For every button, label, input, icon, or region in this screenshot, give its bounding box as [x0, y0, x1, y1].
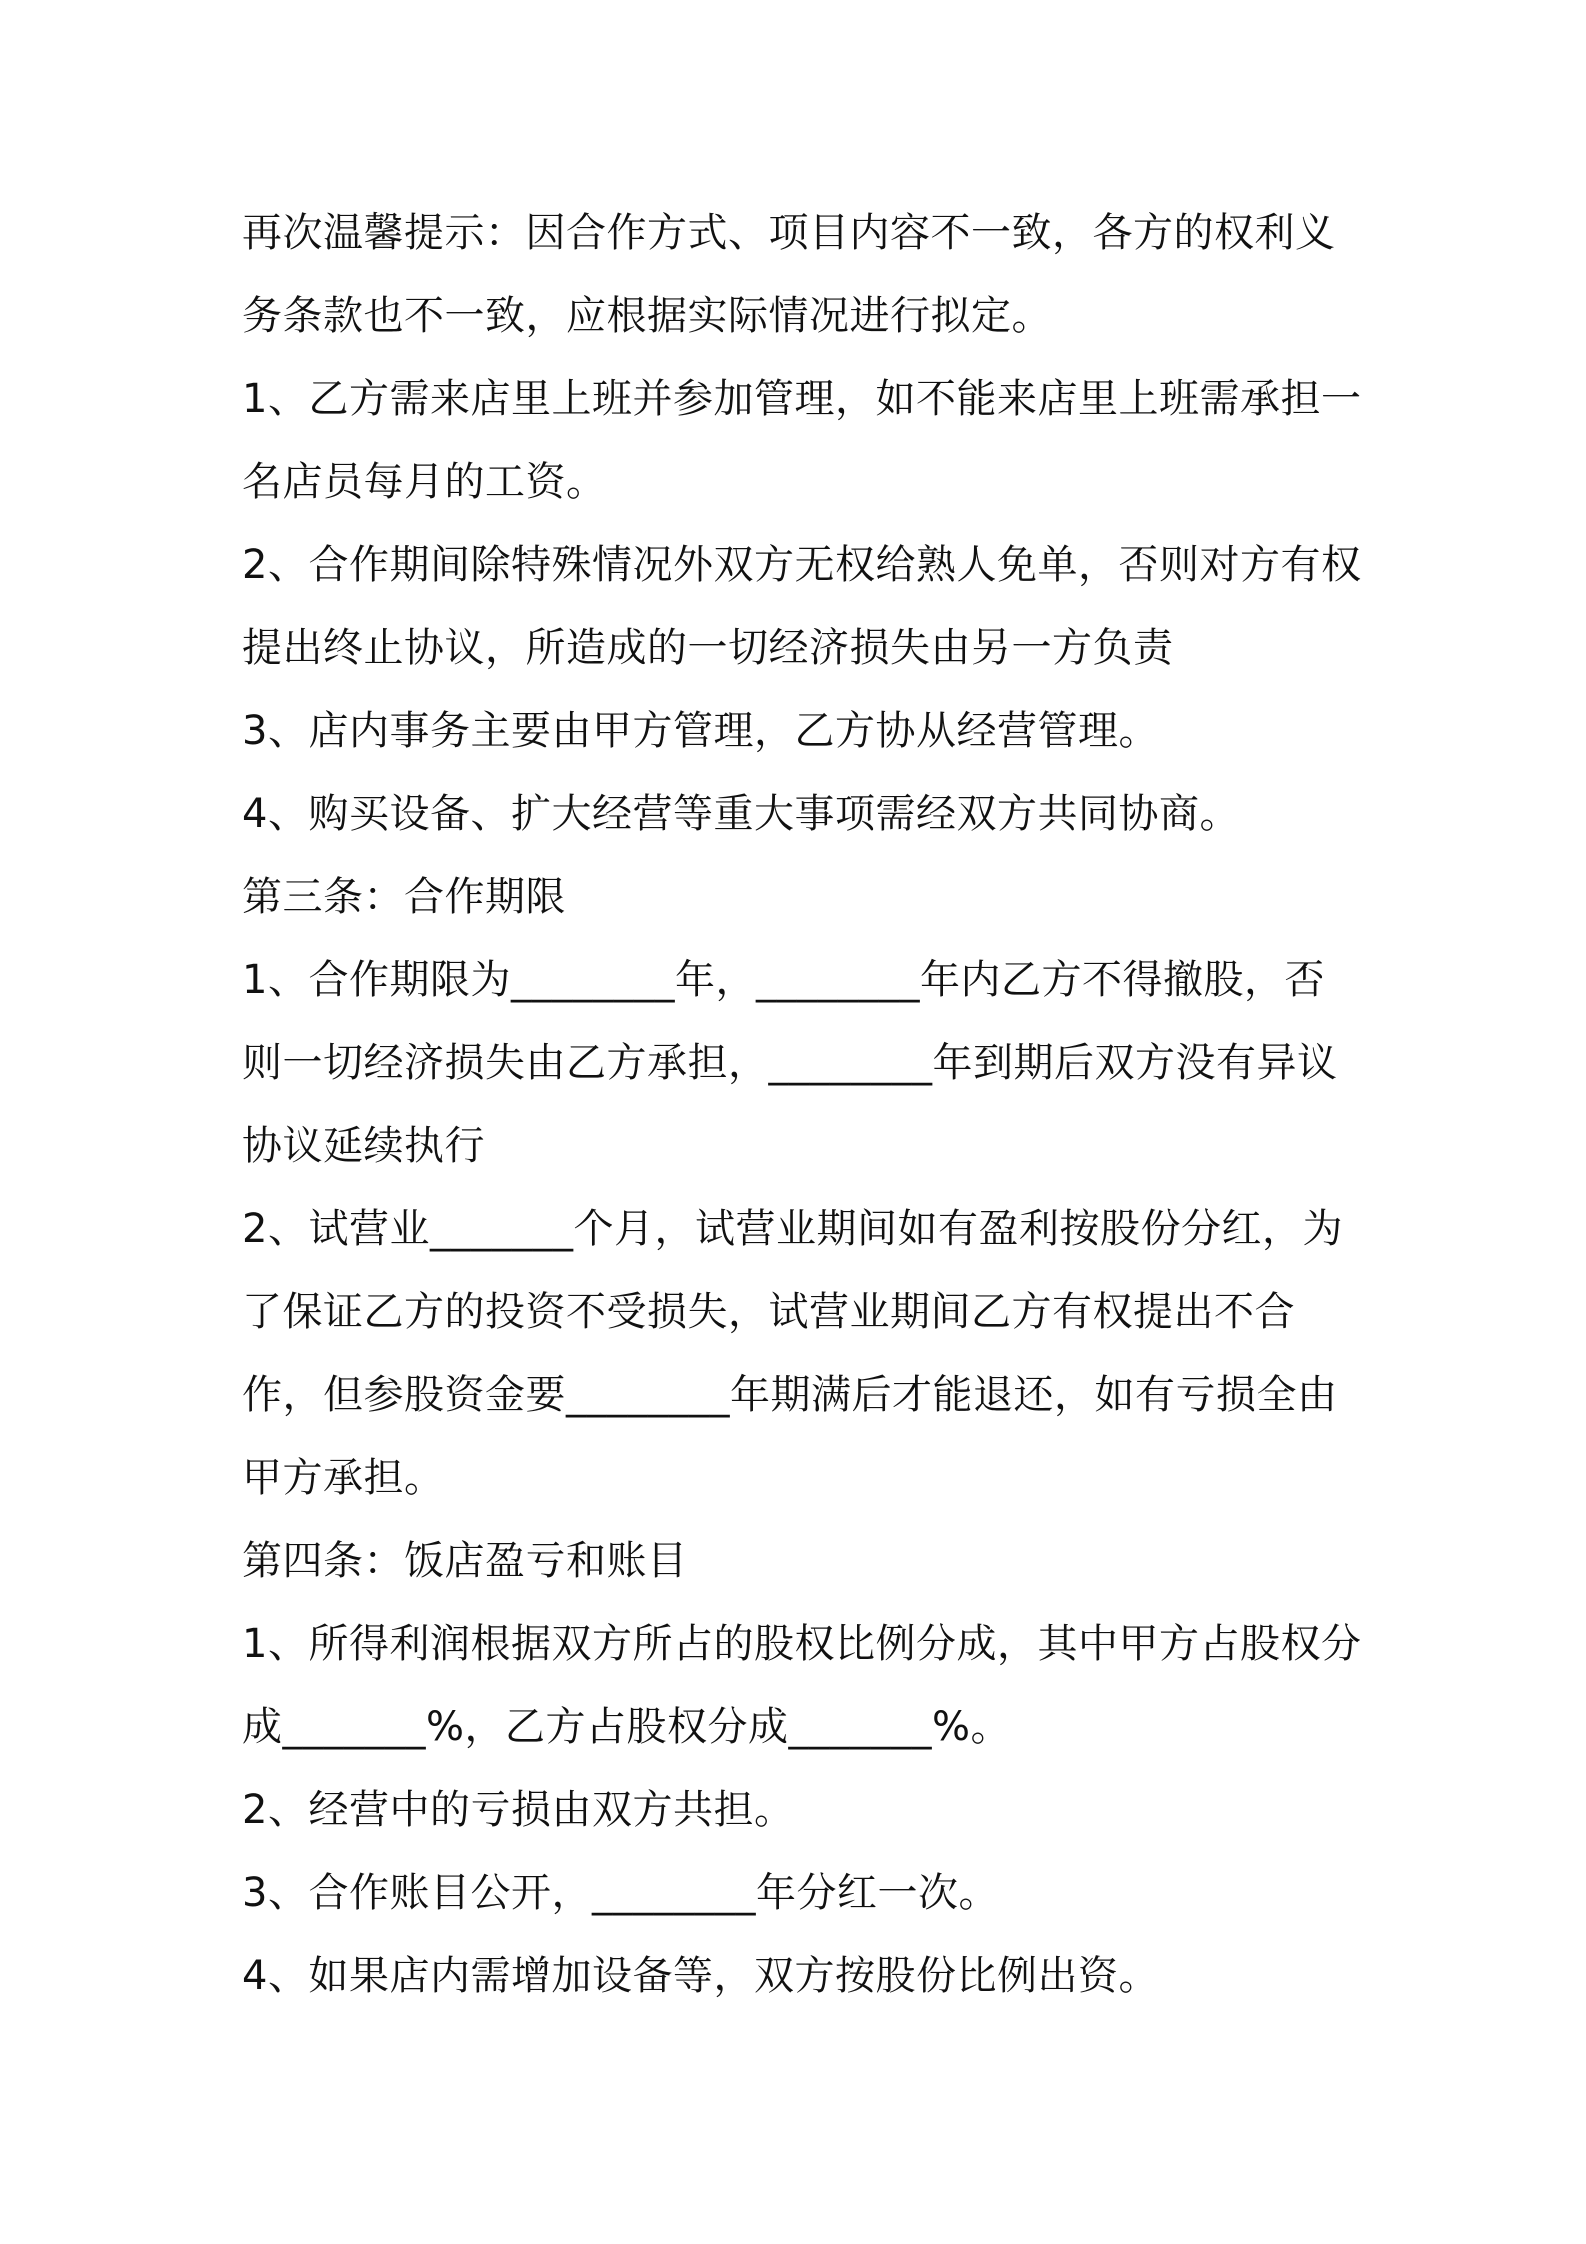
article-3-heading: 第三条：合作期限	[242, 874, 566, 920]
document-body	[242, 192, 1362, 2018]
article-4-item-3: 3、合作账目公开，________年分红一次。	[242, 1870, 999, 1916]
clause-2-item-2: 2、合作期间除特殊情况外双方无权给熟人免单，否则对方有权提出终止协议，所造成的一切经济损失由另一方负责	[242, 542, 1362, 671]
clause-2-item-4: 4、购买设备、扩大经营等重大事项需经双方共同协商。	[242, 791, 1240, 837]
reminder-paragraph: 再次温馨提示：因合作方式、项目内容不一致，各方的权利义务条款也不一致，应根据实际情况进行拟定。	[242, 210, 1336, 339]
clause-2-item-3: 3、店内事务主要由甲方管理，乙方协从经营管理。	[242, 708, 1159, 754]
article-4-item-4: 4、如果店内需增加设备等，双方按股份比例出资。	[242, 1953, 1159, 1999]
article-4-heading: 第四条：饭店盈亏和账目	[242, 1538, 688, 1584]
article-3-item-2: 2、试营业_______个月，试营业期间如有盈利按股份分红，为了保证乙方的投资不受损失，试营业期间乙方有权提出不合作，但参股资金要________年期满后才能退还，如有亏损全由甲方承担。	[242, 1206, 1343, 1501]
article-4-item-2: 2、经营中的亏损由双方共担。	[242, 1787, 795, 1833]
article-4-item-1: 1、所得利润根据双方所占的股权比例分成，其中甲方占股权分成_______%，乙方占股权分成_______%。	[242, 1621, 1362, 1750]
article-3-item-1: 1、合作期限为________年，________年内乙方不得撤股，否则一切经济损失由乙方承担，________年到期后双方没有异议协议延续执行	[242, 957, 1338, 1169]
clause-2-item-1: 1、乙方需来店里上班并参加管理，如不能来店里上班需承担一名店员每月的工资。	[242, 376, 1362, 505]
